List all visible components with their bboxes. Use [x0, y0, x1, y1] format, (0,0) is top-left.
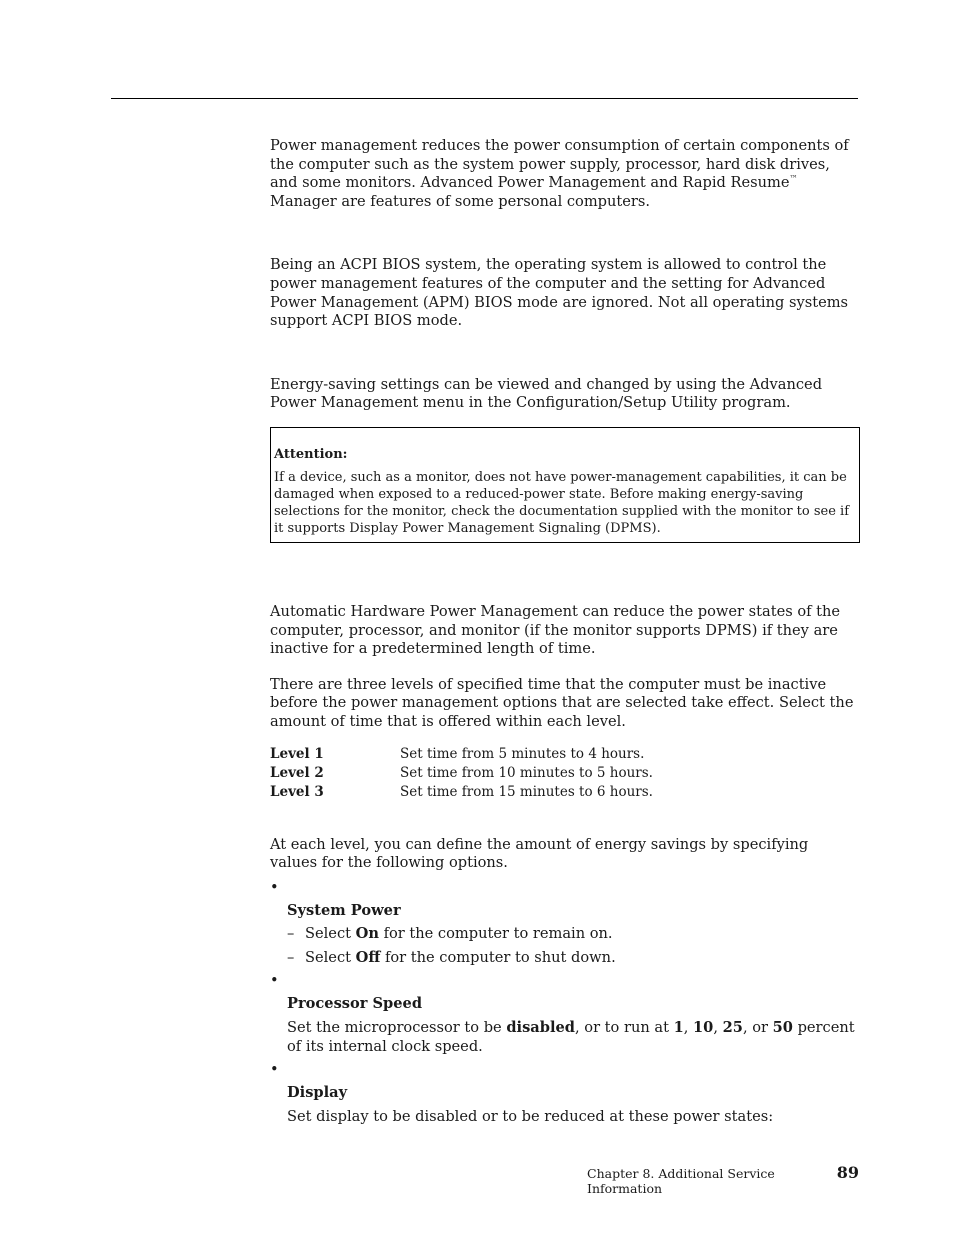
bullet-mark: •: [270, 972, 279, 990]
bullet-mark: •: [270, 1061, 279, 1079]
paragraph-energy-settings: Energy-saving settings can be viewed and changed by using the Advanced Power Management menu in the Configuration/Setup Utility program.: [270, 375, 823, 412]
trademark-symbol: ™: [789, 174, 798, 184]
sub-list-item: – Select Off for the computer to shut down.: [287, 948, 616, 966]
attention-box: [270, 427, 860, 543]
level-desc: Set time from 5 minutes to 4 hours.: [400, 745, 645, 762]
paragraph-energy-savings-options: At each level, you can define the amount of energy savings by specifying values for the following options.: [270, 835, 809, 872]
level-desc: Set time from 15 minutes to 6 hours.: [400, 783, 653, 800]
footer-chapter-title: Chapter 8. Additional Service Information: [587, 1166, 775, 1196]
level-name: Level 1: [270, 745, 324, 762]
paragraph-acpi: Being an ACPI BIOS system, the operating system is allowed to control the power management features of the computer and the setting for Advanced Power Management (APM) BIOS mode are ignored. Not all operating systems support ACPI BIOS mode.: [270, 256, 849, 330]
levels-list: [270, 745, 860, 802]
paragraph-automatic-hw-pm: Automatic Hardware Power Management can reduce the power states of the computer, processor, and monitor (if the monitor supports DPMS) if they are inactive for a predetermined length of time.: [270, 602, 841, 658]
bullet-mark: •: [270, 878, 279, 896]
dash-mark: –: [287, 925, 295, 943]
page-number: 89: [836, 1163, 859, 1182]
header-rule: [111, 98, 858, 99]
level-desc: Set time from 10 minutes to 5 hours.: [400, 764, 653, 781]
sub-list-item: – Select On for the computer to remain on.: [287, 925, 613, 943]
dash-mark: –: [287, 948, 295, 966]
list-item-display: [270, 1061, 860, 1126]
page-footer: [587, 1163, 859, 1196]
list-item-processor-speed: [270, 972, 860, 1056]
processor-speed-text: Set the microprocessor to be disabled, or to run at 1, 10, 25, or 50 percent of its internal clock speed.: [287, 1019, 855, 1055]
level-row: [270, 783, 860, 802]
attention-body: If a device, such as a monitor, does not have power-management capabilities, it can be damaged when exposed to a reduced-power state. Before making energy-saving selections for the monitor, check the documentation supplied with the monitor to see if it supports Display Power Management Signaling (DPMS).: [274, 469, 850, 536]
paragraph-power-management: Power management reduces the power consumption of certain components of the computer such as the system power supply, processor, hard disk drives, and some monitors. Advanced Power Management and Rapid Resume™ Manager are features of some personal computers.: [270, 137, 849, 210]
level-name: Level 2: [270, 764, 324, 781]
display-text: Set display to be disabled or to be reduced at these power states:: [287, 1107, 774, 1125]
list-item-system-power: [270, 879, 860, 968]
option-title-processor-speed: Processor Speed: [287, 995, 423, 1013]
level-name: Level 3: [270, 783, 324, 800]
page-content: [270, 137, 860, 1126]
option-title-display: Display: [287, 1084, 348, 1102]
level-row: [270, 764, 860, 783]
level-row: [270, 745, 860, 764]
attention-title: Attention:: [274, 446, 348, 462]
paragraph-three-levels: There are three levels of specified time that the computer must be inactive before the power management options that are selected take effect. Select the amount of time that is offered within each level.: [270, 675, 854, 730]
options-list: [270, 879, 860, 1127]
option-title-system-power: System Power: [287, 901, 401, 919]
